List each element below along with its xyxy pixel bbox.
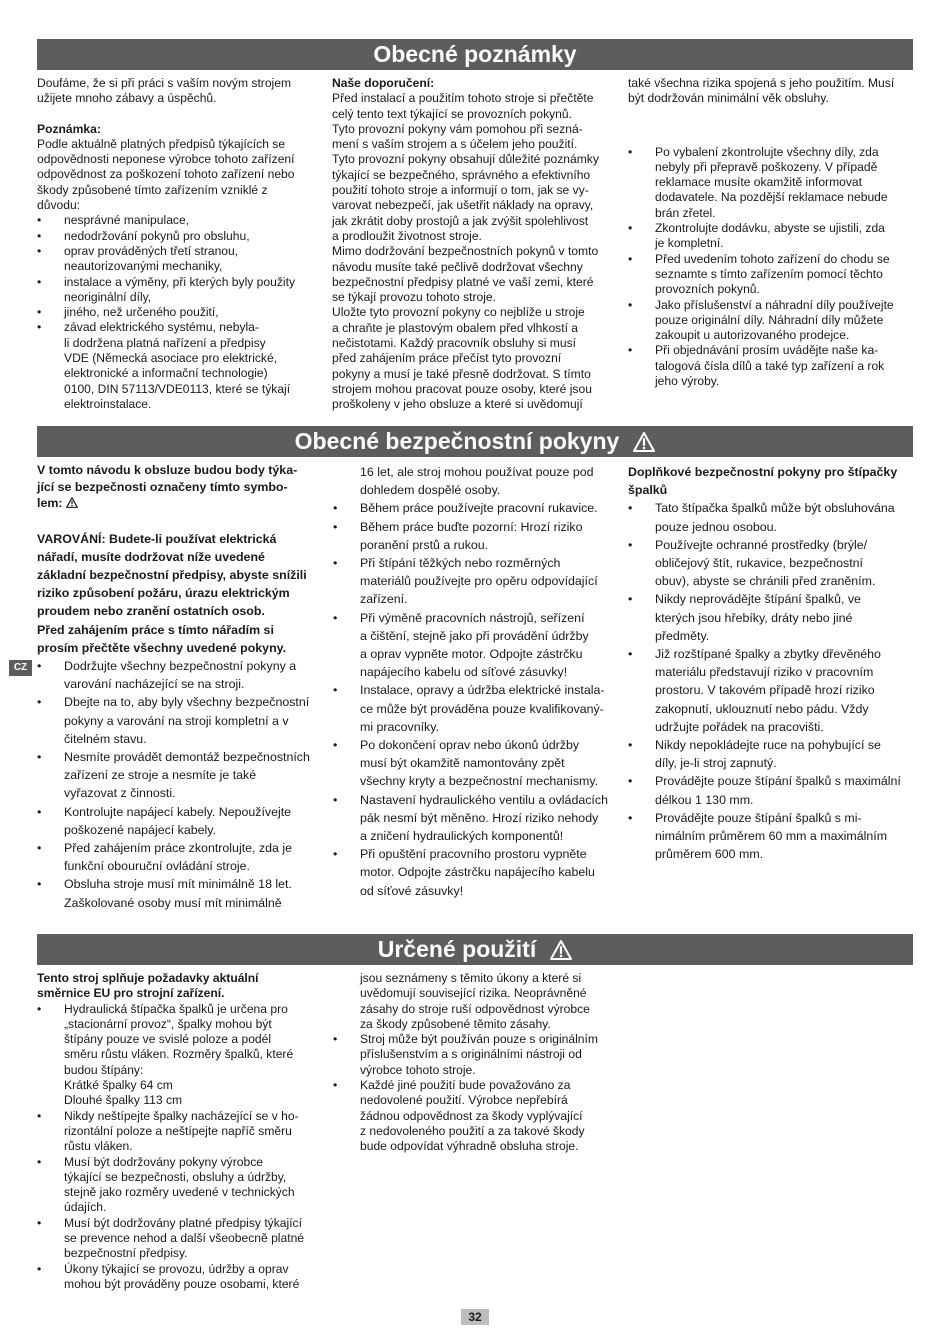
list-item-line: pouze originální díly. Náhradní díly můžete: [655, 312, 884, 327]
list-item: [37, 1262, 327, 1293]
list-item-line: poranění prstů a rukou.: [360, 537, 489, 552]
text-line: Před instalací a použitím tohoto stroje si přečtěte: [332, 91, 594, 106]
list-item: [37, 693, 327, 748]
list-item-line: • instalace a výměny, při kterých byly použity: [64, 274, 295, 289]
list-item-line: poškozené napájecí kabely.: [64, 822, 217, 837]
text-line: Doplňkové bezpečnostní pokyny pro štípačky: [628, 465, 898, 479]
text-line: dohledem dospělé osoby.: [360, 483, 501, 498]
safety-list-2: [333, 499, 625, 899]
text-line: nářadí, musíte dodržovat níže uvedené: [37, 549, 265, 564]
text-line: odpovědnost za poškození tohoto zařízení nebo: [37, 167, 295, 182]
text-line: Podle aktuálně platných předpisů týkajících se: [37, 136, 286, 151]
list-item: [628, 298, 918, 344]
list-item-line: funkční obouruční ovládání stroje.: [64, 859, 250, 874]
text-line: také všechna rizika spojená s jeho použitím. Musí: [628, 76, 895, 90]
text-line: před zahájením práce přečíst tyto provozní: [332, 351, 562, 366]
text-line: zásahy do stroje ruší odpovědnost výrobce: [360, 1001, 590, 1016]
text-line: nečistotami. Každý pracovník obsluhy si musí: [332, 336, 576, 351]
note-heading: Poznámka:: [37, 121, 101, 136]
text-line: riziko způsobení požáru, úrazu elektrickým: [37, 586, 290, 601]
general-notes-col-1: [37, 76, 327, 412]
text-line: návodu musíte také pečlivě dodržovat všechny: [332, 259, 583, 274]
section-title: Obecné bezpečnostní pokyny: [294, 428, 620, 454]
list-item-line: zařízení.: [360, 592, 408, 607]
text-line: odpovědnosti neponese výrobce tohoto zařízení: [37, 152, 295, 167]
text-line: směrnice EU pro strojní zařízení.: [37, 986, 225, 1001]
list-item-line: • Nikdy nepokládejte ruce na pohybující se: [655, 738, 881, 753]
list-item-line: • Musí být dodržovány pokyny výrobce: [64, 1154, 263, 1169]
warning-text: [37, 530, 327, 657]
list-item-line: pokyny a varování na stroji kompletní a v: [64, 713, 289, 728]
list-item-line: • Před uvedením tohoto zařízení do chodu se: [655, 251, 890, 266]
list-item-line: • Při opuštění pracovního prostoru vypněte: [360, 847, 587, 862]
intended-use-list-1: [37, 1002, 327, 1293]
intro-text: [37, 76, 327, 107]
list-item-line: seznamte s tímto zařízením pomocí těchto: [655, 266, 883, 281]
list-item-line: délkou 1 130 mm.: [655, 792, 754, 807]
safety-col-3: [628, 463, 920, 863]
list-item-line: • nedodržování pokynů pro obsluhu,: [64, 228, 250, 243]
text-line: být dodržován minimální věk obsluhy.: [628, 91, 829, 106]
text-line: 16 let, ale stroj mohou používat pouze pod: [360, 465, 594, 479]
list-item-line: • Nikdy neprovádějte štípání špalků, ve: [655, 592, 861, 607]
text-line: Doufáme, že si při práci s vaším novým strojem: [37, 76, 292, 90]
list-item: [37, 1155, 327, 1216]
list-item-line: • Nikdy neštípejte špalky nacházející se v ho-: [64, 1108, 299, 1123]
text-line: pokyny a musí je také přesně dodržovat. S tímto: [332, 366, 591, 381]
list-item-line: „stacionární provoz“, špalky mohou být: [64, 1016, 272, 1031]
list-item: [333, 554, 625, 609]
list-item: [333, 1032, 625, 1078]
list-item-line: • Během práce používejte pracovní rukavice.: [360, 501, 598, 516]
text-line: škody způsobené tímto zařízením vzniklé z: [37, 182, 268, 197]
list-item-line: provozních pokynů.: [655, 282, 760, 297]
list-item: [333, 791, 625, 846]
text-line: jak zkrátit doby prostojů a jak zvýšit spolehlivost: [332, 213, 589, 228]
list-item: [37, 748, 327, 803]
intended-use-list-2: [333, 1032, 625, 1154]
safety-intro: [37, 462, 327, 512]
list-item-line: jeho výroby.: [655, 374, 720, 389]
list-item-line: • Nesmíte provádět demontáž bezpečnostních: [64, 749, 310, 764]
list-item: [37, 1109, 327, 1155]
list-item-line: vyřazovat z činnosti.: [64, 786, 176, 801]
list-item: [628, 590, 920, 645]
list-item-line: Zaškolované osoby musí mít minimálně: [64, 895, 282, 910]
list-item-line: pouze jednou osobou.: [655, 519, 777, 534]
list-item-line: Krátké špalky 64 cm: [64, 1078, 173, 1093]
list-item: [37, 875, 327, 911]
list-item-line: • Kontrolujte napájecí kabely. Nepoužívejte: [64, 804, 292, 819]
list-item: [628, 536, 920, 591]
list-item: [37, 213, 327, 228]
list-item-line: napájecího kabelu od síťové zásuvky!: [360, 665, 568, 680]
list-item: [628, 645, 920, 736]
list-item-line: obuv), abyste se chránili před zraněním.: [655, 574, 876, 589]
text-line: Před zahájením práce s tímto nářadím si: [37, 622, 274, 637]
list-item-line: nimálním průměrem 60 mm a maximálním: [655, 829, 888, 844]
warning-triangle-icon: [633, 432, 655, 452]
list-item-line: neautorizovanými mechaniky,: [64, 259, 223, 274]
safety-col-2: [333, 463, 625, 900]
list-item-line: • jiného, než určeného použití,: [64, 305, 219, 320]
text-line: uvědomují související rizika. Neoprávněné: [360, 986, 587, 1001]
list-item-line: • závad elektrického systému, nebyla-: [64, 320, 259, 335]
text-line: týkající se bezpečného, správného a efektivního: [332, 167, 591, 182]
list-item: [333, 681, 625, 736]
list-item-line: • Úkony týkající se provozu, údržby a oprav: [64, 1261, 289, 1276]
general-notes-col-3: [628, 76, 918, 389]
list-item-line: musí být okamžitě namontovány zpět: [360, 756, 565, 771]
list-item-line: • Při výměně pracovních nástrojů, seřízení: [360, 610, 585, 625]
list-item: [628, 809, 920, 864]
text-line: použití tohoto stroje a informují o tom, jak se vy-: [332, 183, 589, 198]
list-item-line: • Tato štípačka špalků může být obsluhována: [655, 501, 895, 516]
list-item: [37, 320, 327, 412]
list-item-line: zařízení ze stroje a nesmíte je také: [64, 768, 257, 783]
text-line: užijete mnoho zábavy a úspěchů.: [37, 91, 217, 106]
list-item-line: materiálu představují riziko v pracovním: [655, 665, 874, 680]
list-item-line: z nedovoleného použití a za takové škody: [360, 1123, 585, 1138]
list-item-line: údajích.: [64, 1200, 107, 1215]
list-item-line: všechny kryty a bezpečnostní mechanismy.: [360, 774, 599, 789]
text-line: špalků: [628, 483, 668, 498]
text-line: jsou seznámeny s těmito úkony a které si: [360, 971, 582, 985]
recommendation-heading: Naše doporučení:: [332, 76, 435, 90]
list-item-line: od síťové zásuvky!: [360, 883, 464, 898]
text-line: proudem nebo zranění ostatních osob.: [37, 604, 265, 619]
list-item: [37, 275, 327, 306]
list-item-line: • Instalace, opravy a údržba elektrické instala-: [360, 683, 605, 698]
list-item-line: • Při objednávání prosím uvádějte naše ka-: [655, 343, 879, 358]
list-item-line: brán zřetel.: [655, 205, 716, 220]
general-notes-col-2: [332, 76, 622, 413]
list-item: [628, 736, 920, 772]
list-item-line: ce může být prováděna pouze kvalifikovaný-: [360, 701, 604, 716]
text-line: a chraňte je plastovým obalem před vlhkostí a: [332, 320, 579, 335]
list-item: [333, 518, 625, 554]
list-item-line: štípány pouze ve svislé poloze a podél: [64, 1032, 272, 1047]
list-item-line: neoriginální díly,: [64, 289, 152, 304]
list-item-line: růstu vláken.: [64, 1139, 133, 1154]
list-item-line: 0100, DIN 57113/VDE0113, které se týkají: [64, 381, 291, 396]
list-item-line: čitelném stavu.: [64, 731, 147, 746]
unpacking-list: [628, 145, 918, 390]
list-item-line: zakopnutí, uklouznutí nebo pádu. Vždy: [655, 701, 869, 716]
list-item-line: elektronické a informační technologie): [64, 366, 268, 381]
list-item-line: je kompletní.: [655, 236, 724, 251]
safety-col-1: [37, 462, 327, 912]
list-item-line: materiálů používejte pro opěru odpovídající: [360, 574, 598, 589]
text-line: mení s vaším strojem a s účelem jeho použití.: [332, 137, 578, 152]
text-line: VAROVÁNÍ: Budete-li používat elektrická: [37, 531, 277, 546]
list-item-line: žádnou odpovědnost za škody vyplývající: [360, 1108, 583, 1123]
list-item-line: • Po vybalení zkontrolujte všechny díly, zda: [655, 144, 879, 159]
text-line: Uložte tyto provozní pokyny co nejblíže u stroje: [332, 305, 585, 320]
list-item: [37, 803, 327, 839]
list-item-line: • Obsluha stroje musí mít minimálně 18 let.: [64, 877, 292, 892]
list-item-line: obličejový štít, rukavice, bezpečnostní: [655, 556, 863, 571]
list-item: [628, 499, 920, 535]
text-line: prosím přečtěte všechny uvedené pokyny.: [37, 640, 287, 655]
list-item: [37, 839, 327, 875]
list-item-line: předměty.: [655, 628, 710, 643]
list-item-line: kterých jsou hřebíky, dráty nebo jiné: [655, 610, 853, 625]
list-item-line: a čištění, stejně jako při provádění údržby: [360, 628, 589, 643]
list-item-line: reklamace musíte okamžitě informovat: [655, 175, 863, 190]
list-item-line: bezpečnostní předpisy.: [64, 1246, 188, 1261]
text-line: lem:: [37, 496, 63, 510]
list-item-line: • oprav prováděných třetí stranou,: [64, 243, 239, 258]
continuation-text: [333, 463, 625, 499]
list-item: [628, 221, 918, 252]
text-line: strojem mohou pracovat pouze osoby, které jsou: [332, 381, 592, 396]
list-item-line: udržujte pořádek na pracovišti.: [655, 719, 824, 734]
list-item: [333, 499, 625, 517]
age-text: [628, 76, 918, 107]
list-item-line: a zničení hydraulických komponentů!: [360, 829, 564, 844]
list-item-line: nedovolené použití. Výrobce nepřebírá: [360, 1093, 568, 1108]
list-item-line: výrobce tohoto stroje.: [360, 1062, 476, 1077]
list-item-line: • Používejte ochranné prostředky (brýle/: [655, 537, 868, 552]
text-line: V tomto návodu k obsluze budou body týka-: [37, 463, 298, 477]
list-item-line: • Stroj může být používán pouze s originálním: [360, 1032, 598, 1047]
list-item-line: • Každé jiné použití bude považováno za: [360, 1078, 571, 1093]
list-item-line: mi pracovníky.: [360, 719, 439, 734]
list-item: [333, 1078, 625, 1154]
list-item-line: nebyly při přepravě poškozeny. V případě: [655, 159, 878, 174]
list-item-line: • Již rozštípané špalky a zbytky dřevěného: [655, 647, 881, 662]
text-line: se týkají provozu tohoto stroje.: [332, 290, 497, 305]
list-item-line: motor. Odpojte zástrčku napájecího kabelu: [360, 865, 595, 880]
section-banner-intended-use: [37, 934, 913, 965]
list-item-line: varování nacházející se na stroji.: [64, 677, 245, 692]
continuation-text: [333, 971, 625, 1032]
list-item-line: mohou být prováděny pouze osobami, které: [64, 1276, 300, 1291]
list-item: [628, 145, 918, 221]
list-item: [37, 1216, 327, 1262]
list-item: [333, 609, 625, 682]
list-item: [37, 305, 327, 320]
list-item-line: zakoupit u autorizovaného prodejce.: [655, 328, 850, 343]
list-item-line: se prevence nehod a další všeobecně platné: [64, 1231, 305, 1246]
list-item-line: • Jako příslušenství a náhradní díly používejte: [655, 297, 894, 312]
section-title: Určené použití: [377, 936, 537, 962]
list-item: [37, 244, 327, 275]
list-item-line: pák nesmí být měněno. Hrozí riziko nehody: [360, 810, 599, 825]
list-item-line: li dodržena platná nařízení a předpisy: [64, 335, 266, 350]
text-line: varovat nebezpečí, jak ušetřit náklady na opravy,: [332, 198, 594, 213]
safety-list-1: [37, 657, 327, 912]
list-item-line: prostoru. V takovém případě hrozí riziko: [655, 683, 875, 698]
list-item-line: elektroinstalace.: [64, 396, 152, 411]
list-item: [37, 657, 327, 693]
recommendation-text: [332, 91, 622, 412]
list-item-line: • nesprávné manipulace,: [64, 213, 190, 228]
list-item: [333, 736, 625, 791]
list-item: [628, 252, 918, 298]
list-item-line: • Nastavení hydraulického ventilu a ovládacích: [360, 792, 608, 807]
text-line: proškoleny v jeho obsluze a které si uvědomují: [332, 397, 583, 412]
list-item-line: • Po dokončení oprav nebo úkonů údržby: [360, 738, 580, 753]
list-item-line: díly, je-li stroj zapnutý.: [655, 756, 777, 771]
list-item: [37, 229, 327, 244]
list-item-line: • Při štípání těžkých nebo rozměrných: [360, 556, 561, 571]
text-line: základní bezpečnostní předpisy, abyste snížili: [37, 567, 307, 582]
list-item-line: rizontální poloze a neštípejte napříč směru: [64, 1123, 292, 1138]
list-item-line: Dlouhé špalky 113 cm: [64, 1093, 183, 1108]
list-item-line: a oprav vypněte motor. Odpojte zástrčku: [360, 647, 583, 662]
list-item-line: budou štípány:: [64, 1062, 144, 1077]
warning-triangle-icon: [66, 497, 78, 508]
text-line: bezpečnostní předpisy platné ve vaší zemi, které: [332, 274, 594, 289]
list-item: [628, 343, 918, 389]
note-text: [37, 137, 327, 213]
list-item-line: směru růstu vláken. Rozměry špalků, které: [64, 1047, 294, 1062]
list-item-line: • Zkontrolujte dodávku, abyste se ujistili, zda: [655, 221, 885, 236]
language-tab: CZ: [9, 660, 32, 676]
text-line: celý tento text týkající se provozních pokynů.: [332, 106, 572, 121]
warning-triangle-icon: [550, 940, 572, 960]
intended-use-col-1: [37, 971, 327, 1292]
text-line: za škody způsobené těmito zásahy.: [360, 1016, 551, 1031]
list-item-line: • Dbejte na to, aby byly všechny bezpečnostní: [64, 695, 310, 710]
list-item-line: týkající se bezpečnosti, obsluhy a údržby,: [64, 1169, 287, 1184]
list-item: [628, 772, 920, 808]
text-line: Tyto provozní pokyny vám pomohou při sezná-: [332, 121, 583, 136]
list-item-line: • Provádějte pouze štípání špalků s maximální: [655, 774, 901, 789]
list-item-line: bude odpovídat výhradně obsluha stroje.: [360, 1139, 579, 1154]
text-line: jící se bezpečnosti označeny tímto symbo-: [37, 479, 288, 494]
section-banner-safety: [37, 426, 913, 457]
log-splitter-list: [628, 499, 920, 863]
list-item: [333, 845, 625, 900]
text-line: a prodloužit životnost stroje.: [332, 228, 482, 243]
section-title: Obecné poznámky: [373, 41, 577, 67]
list-item: [37, 1002, 327, 1109]
page-number: 32: [461, 1309, 489, 1325]
list-item-line: • Dodržujte všechny bezpečnostní pokyny a: [64, 658, 297, 673]
directive-heading: [37, 971, 327, 1002]
list-item-line: • Provádějte pouze štípání špalků s mi-: [655, 810, 862, 825]
section-banner-general-notes: [37, 39, 913, 70]
text-line: důvodu:: [37, 198, 81, 213]
text-line: Tento stroj splňuje požadavky aktuální: [37, 971, 259, 985]
list-item-line: • Během práce buďte pozorní: Hrozí riziko: [360, 519, 583, 534]
list-item-line: příslušenstvím a s originálními nástroji od: [360, 1047, 582, 1062]
text-line: Mimo dodržování bezpečnostních pokynů v tomto: [332, 244, 599, 259]
intended-use-col-2: [333, 971, 625, 1155]
text-line: Tyto provozní pokyny obsahují důležité poznámky: [332, 152, 599, 167]
list-item-line: • Hydraulická štípačka špalků je určena pro: [64, 1001, 288, 1016]
liability-list: [37, 213, 327, 412]
log-splitter-heading: [628, 463, 920, 499]
list-item-line: talogová čísla dílů a také typ zařízení a rok: [655, 358, 885, 373]
list-item-line: stejně jako rozměry uvedené v technických: [64, 1185, 295, 1200]
list-item-line: průměrem 600 mm.: [655, 847, 764, 862]
list-item-line: • Před zahájením práce zkontrolujte, zda je: [64, 840, 292, 855]
list-item-line: dodavatele. Na pozdější reklamace nebude: [655, 190, 888, 205]
list-item-line: • Musí být dodržovány platné předpisy týkající: [64, 1215, 302, 1230]
list-item-line: VDE (Německá asociace pro elektrické,: [64, 351, 278, 366]
